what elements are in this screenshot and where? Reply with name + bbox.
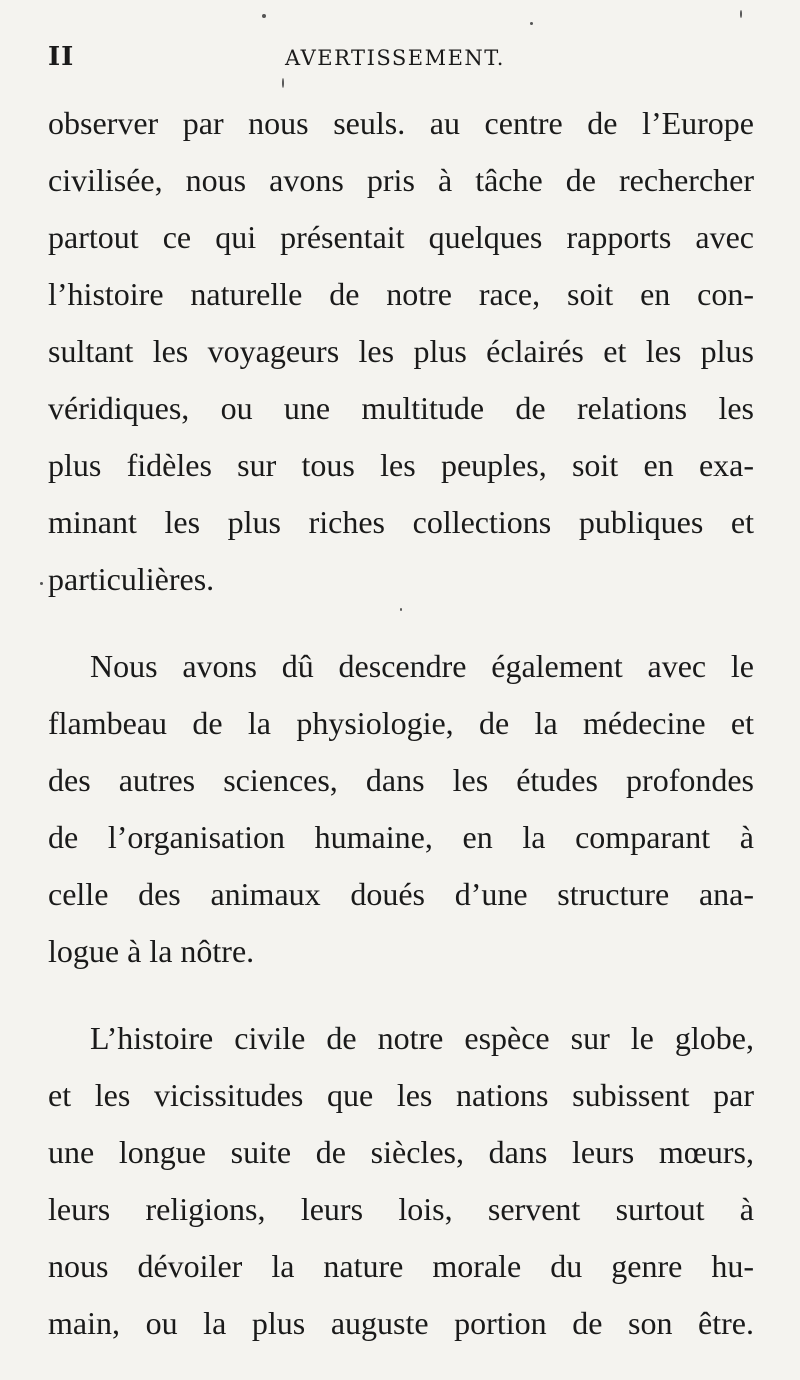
text-line: l’histoire naturelle de notre race, soit en con-: [48, 276, 754, 312]
paper-speck: [400, 608, 402, 611]
text-line: particulières.: [48, 561, 215, 597]
text-line: leurs religions, leurs lois, servent surtout à: [48, 1191, 754, 1227]
paragraph: [48, 1010, 754, 1352]
text-line: Nous avons dû descendre également avec le: [90, 648, 754, 684]
paper-speck: [262, 14, 266, 18]
text-line: celle des animaux doués d’une structure ana-: [48, 876, 754, 912]
paper-speck: [530, 22, 533, 25]
text-line: logue à la nôtre.: [48, 933, 255, 969]
paper-speck: [40, 582, 43, 585]
running-head: [48, 42, 760, 82]
text-line: sultant les voyageurs les plus éclairés et les plus: [48, 333, 754, 369]
text-line: des autres sciences, dans les études profondes: [48, 762, 754, 798]
paragraph: [48, 638, 754, 980]
text-line: véridiques, ou une multitude de relations les: [48, 390, 754, 426]
text-line: minant les plus riches collections publiques et: [48, 504, 754, 540]
page-number: II: [48, 42, 75, 72]
text-line: et les vicissitudes que les nations subissent par: [48, 1077, 754, 1113]
text-line: L’histoire civile de notre espèce sur le globe,: [90, 1020, 754, 1056]
text-line: plus fidèles sur tous les peuples, soit en exa-: [48, 447, 754, 483]
running-head-title: AVERTISSEMENT.: [285, 46, 505, 70]
text-line: main, ou la plus auguste portion de son être.: [48, 1305, 754, 1341]
paper-speck: [740, 10, 742, 18]
paper-speck: [282, 78, 284, 88]
text-line: observer par nous seuls. au centre de l’Europe: [48, 105, 754, 141]
text-line: partout ce qui présentait quelques rapports avec: [48, 219, 754, 255]
text-line: flambeau de la physiologie, de la médecine et: [48, 705, 754, 741]
text-line: nous dévoiler la nature morale du genre hu-: [48, 1248, 754, 1284]
text-line: de l’organisation humaine, en la comparant à: [48, 819, 754, 855]
text-line: une longue suite de siècles, dans leurs mœurs,: [48, 1134, 754, 1170]
body-text: [48, 95, 754, 1352]
paragraph: [48, 95, 754, 608]
text-line: civilisée, nous avons pris à tâche de rechercher: [48, 162, 754, 198]
